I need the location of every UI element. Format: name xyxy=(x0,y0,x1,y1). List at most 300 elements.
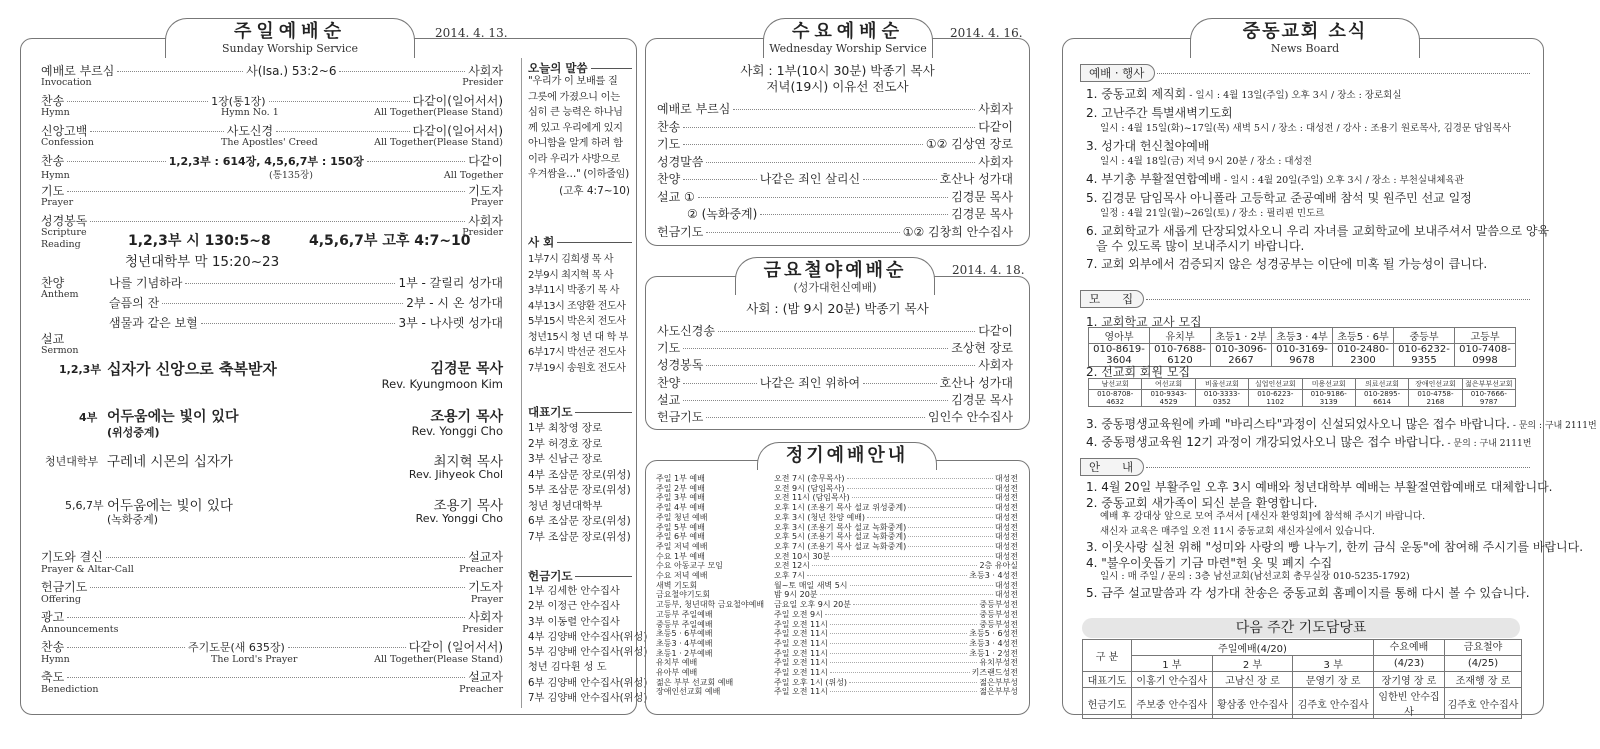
table-cell: 010-7688-6120 xyxy=(1150,344,1211,367)
notice-item xyxy=(1086,496,1536,540)
table-cell: 010-9343-4529 xyxy=(1142,390,1195,407)
duty-cell: 주보중 안수집사 xyxy=(1132,688,1213,719)
anthem-row-2: 슬픔의 잔 2부 - 시 온 성가대 xyxy=(109,296,503,310)
event-title: 2. 고난주간 특별새벽기도회 xyxy=(1086,106,1233,120)
host-item: 4부13시 조양환 전도사 xyxy=(528,300,626,312)
regular-row xyxy=(656,513,1018,523)
regular-name: 주일 4부 예배 xyxy=(656,503,705,513)
regular-time: 오전 11시 (담임목사) xyxy=(774,493,850,503)
order-row xyxy=(657,100,1013,117)
offering-prayer-item: 5부 김양배 안수집사(위성) xyxy=(528,647,648,659)
order-label: 설교 ① xyxy=(657,189,695,204)
order-row xyxy=(657,339,1013,356)
regular-place: 대성전 xyxy=(994,590,1018,600)
offering-prayer-item: 6부 김양배 안수집사(위성) xyxy=(528,677,648,689)
friday-host: 사회 : (밤 9시 20분) 박종기 목사 xyxy=(746,301,929,316)
announce-row: 광고 사회자 xyxy=(41,610,503,624)
wednesday-title: 수요예배순 xyxy=(792,21,904,42)
table-header-cell: 장애인선교회 xyxy=(1409,379,1462,390)
dot-leader xyxy=(718,331,975,332)
regular-name: 주일 5부 예배 xyxy=(656,522,705,532)
regular-row xyxy=(656,484,1018,494)
rep-prayer-item: 7부 조삼문 장로(위성) xyxy=(528,530,631,543)
event-headline xyxy=(1086,106,1536,121)
event-detail-line: 일시 : 4월 15일(화)~17일(목) 새벽 5시 / 장소 : 대성전 / 강사 : 조용기 원로목사, 김경문 담임목사 xyxy=(1100,123,1511,134)
regular-row xyxy=(656,561,1018,571)
regular-row xyxy=(656,590,1018,600)
hymn1-row: 찬송 1장(통1장) 다같이(일어서서) xyxy=(41,94,504,108)
notice-title: 5. 금주 설교말씀과 각 성가대 찬송은 중동교회 홈페이지를 통해 다시 볼 수 있습니다. xyxy=(1086,585,1530,600)
notice-title: 3. 이웃사랑 실천 위해 "성미와 사랑의 빵 나누기, 한끼 금식 운동"에 참여해 주시기를 바랍니다. xyxy=(1086,540,1584,554)
order-row xyxy=(657,374,1013,391)
regular-name: 주일 저녁 예배 xyxy=(656,541,708,551)
table-header-cell: 중등부 xyxy=(1394,328,1455,344)
order-row xyxy=(657,170,1013,187)
offering-prayer-item: 7부 김양배 안수집사(위성) xyxy=(528,693,648,705)
regular-name: 장애인선교회 예배 xyxy=(656,687,721,697)
regular-row xyxy=(656,600,1018,610)
scripture-reading-2: 4,5,6,7부 고후 4:7~10 xyxy=(309,233,471,249)
order-label: 찬양 xyxy=(657,375,681,390)
altar-en: Prayer & Altar-Call Preacher xyxy=(41,564,503,575)
regular-time: 오후 3시 (조용기 목사 설교 녹화중계) xyxy=(774,522,907,532)
offering-prayer-item: 2부 이정근 안수집사 xyxy=(528,601,620,613)
regular-place: 대성전 xyxy=(994,541,1018,551)
rep-list xyxy=(528,421,632,545)
table-cell: 010-8619-3604 xyxy=(1089,344,1150,367)
event-title: 1. 중동교회 제직회 xyxy=(1086,87,1187,101)
table-cell: 010-8708-4632 xyxy=(1089,390,1142,407)
duty-cell: 황삼종 안수집사 xyxy=(1212,688,1293,719)
duty-cell: 조재행 장 로 xyxy=(1445,672,1522,688)
word-line: "우리가 이 보배를 질 xyxy=(528,76,618,87)
event-item xyxy=(1086,106,1536,136)
regular-name: 주일 6부 예배 xyxy=(656,532,705,542)
notice-item xyxy=(1086,480,1553,495)
recruit-1-title: 1. 교회학교 교사 모집 xyxy=(1086,315,1202,329)
duty-table: 구 분 주일예배(4/20) 수요예배 금요철야 1 부 2 부 3 부 (4/23) (4/25) 대표기도 이홍기 안수집사 고남신 장 로 문영기 장 로 장기영 장 로 조재행 장 로 헌금기도 주보중 안수집사 황삼종 안수집사 김주호 안수집사 임한빈 안수집사 김주호 안수집사 xyxy=(1082,639,1522,719)
rep-prayer-item: 2부 허경호 장로 xyxy=(528,437,603,450)
table-row xyxy=(1089,390,1516,407)
regular-time: 오전 9시 (담임목사) xyxy=(774,483,845,493)
news-subtitle: News Board xyxy=(1270,42,1340,55)
table-cell: 010-7408-0998 xyxy=(1455,344,1516,367)
order-mid: 나같은 죄인 위하여 xyxy=(759,375,861,390)
dot-leader xyxy=(706,417,925,418)
wednesday-date: 2014. 4. 16. xyxy=(950,26,1023,40)
table-cell: 010-4758-2168 xyxy=(1409,390,1462,407)
rep-heading: 대표기도 xyxy=(528,404,632,420)
word-heading: 오늘의 말씀 xyxy=(528,60,632,76)
dot-leader xyxy=(683,144,923,145)
regular-place: 대성전 xyxy=(994,493,1018,503)
scripture-right-en: Presider xyxy=(462,227,503,238)
dot-leader xyxy=(683,179,757,180)
table-cell: 010-9186-3139 xyxy=(1302,390,1355,407)
dot-leader xyxy=(733,109,975,110)
event-headline xyxy=(1086,191,1536,206)
notice-heading: 안 내 xyxy=(1080,458,1530,476)
table-header-cell: 의료선교회 xyxy=(1355,379,1408,390)
regular-name: 중등부 주일예배 xyxy=(656,619,713,629)
notice-item xyxy=(1086,540,1584,555)
order-right: 김경문 목사 xyxy=(951,392,1013,407)
regular-time: 주일 오전 11시 xyxy=(774,648,828,658)
word-line: 우겨쌈을…" (이하줄임) xyxy=(528,169,629,180)
hymn1-en: Hymn Hymn No. 1 All Together(Please Stand) xyxy=(41,107,503,118)
table-header-cell: 미용선교회 xyxy=(1302,379,1355,390)
order-right: 다같이 xyxy=(978,324,1013,338)
duty-cell: 문영기 장 로 xyxy=(1293,672,1374,688)
host-item: 2부9시 최지혁 목 사 xyxy=(528,269,614,281)
dot-leader xyxy=(863,179,937,180)
regular-place: 대성전 xyxy=(994,580,1018,590)
order-right: 김경문 목사 xyxy=(951,207,1013,221)
dot-leader xyxy=(706,232,899,233)
table-header-cell: 영아부 xyxy=(1089,328,1150,344)
invocation-row: 예배로 부르심 사(Isa.) 53:2~6 사회자 xyxy=(41,64,503,78)
regular-place: 대성전 xyxy=(994,522,1018,532)
dot-leader xyxy=(908,546,993,547)
dot-leader xyxy=(820,594,993,595)
regular-time: 월~토 매일 새벽 5시 xyxy=(774,580,848,590)
event-headline xyxy=(1086,139,1536,154)
order-row xyxy=(657,322,1013,339)
table-cell: 010-2480-2300 xyxy=(1333,344,1394,367)
sunday-divider xyxy=(521,58,522,708)
dot-leader xyxy=(706,162,975,163)
offering-list xyxy=(528,584,648,706)
scripture-en: Scripture Reading xyxy=(41,227,87,250)
host-heading: 사 회 xyxy=(528,234,632,250)
anthem-en: Anthem xyxy=(41,289,79,300)
regular-time: 주일 오전 11시 xyxy=(774,629,828,639)
regular-title-tab xyxy=(757,442,937,470)
scripture-row: 성경봉독 사회자 xyxy=(41,214,503,228)
regular-place: 초등1 · 2성전 xyxy=(969,648,1018,658)
anthem-row-1: 나를 기념하라 1부 - 갈릴리 성가대 xyxy=(109,276,503,290)
wednesday-title-tab xyxy=(763,18,933,58)
event-title: 7. 교회 외부에서 검증되지 않은 성경공부는 이단에 미혹 될 가능성이 큽니다. xyxy=(1086,257,1488,271)
regular-title: 정기예배안내 xyxy=(785,445,909,466)
regular-name: 수요 1부 예배 xyxy=(656,551,705,561)
prayer-row: 기도 기도자 xyxy=(41,184,503,198)
regular-row xyxy=(656,610,1018,620)
regular-name: 유아부 예배 xyxy=(656,668,698,677)
order-right: ①② 김창희 안수집사 xyxy=(902,224,1013,239)
friday-title-tab xyxy=(735,257,935,295)
offering-en: Offering Prayer xyxy=(41,594,503,605)
regular-place: 대성전 xyxy=(994,503,1018,513)
regular-row xyxy=(656,493,1018,503)
regular-place: 유치부성전 xyxy=(979,658,1018,668)
regular-row xyxy=(656,523,1018,533)
hymn3-row: 찬송 주기도문(새 635장) 다같이 (일어서서) xyxy=(41,640,504,654)
regular-name: 수요 저녁 예배 xyxy=(656,571,708,580)
event-detail-line: 을 수 있도록 많이 보내주시기 바랍니다. xyxy=(1096,239,1305,253)
dot-leader xyxy=(706,365,975,366)
dot-leader xyxy=(807,575,967,576)
sermon-label: 설교 xyxy=(41,332,65,346)
order-row xyxy=(657,135,1013,152)
order-row xyxy=(657,356,1013,373)
order-label: 헌금기도 xyxy=(657,224,704,239)
notice-list xyxy=(1086,480,1584,601)
regular-row xyxy=(656,678,1018,688)
duty-cell: 대표기도 xyxy=(1083,672,1132,688)
dot-leader xyxy=(683,383,757,384)
offering-prayer-item: 4부 김양배 안수집사(위성) xyxy=(528,631,648,643)
anthem-label: 찬양 xyxy=(41,276,65,290)
regular-name: 수요 아동교구 모임 xyxy=(656,561,723,571)
regular-time: 주일 오전 11시 xyxy=(774,668,828,677)
regular-name: 금요철야기도회 xyxy=(656,590,711,600)
dot-leader xyxy=(908,527,993,528)
dot-leader xyxy=(863,383,937,384)
regular-row xyxy=(656,571,1018,581)
sunday-title: 주일예배순 xyxy=(234,21,346,42)
table-header-cell: 유치부 xyxy=(1150,328,1211,344)
regular-place: 중등부성전 xyxy=(979,600,1018,610)
notice-title: 2. 중동교회 새가족이 되신 분을 환영합니다. xyxy=(1086,495,1318,510)
regular-name: 초등5 · 6부예배 xyxy=(656,629,713,639)
duty-cell: 헌금기도 xyxy=(1083,688,1132,719)
dot-leader xyxy=(852,497,993,498)
rep-prayer-item: 5부 조삼문 장로(위성) xyxy=(528,484,631,496)
notice-item xyxy=(1086,586,1536,601)
benediction-row: 축도 설교자 xyxy=(41,670,503,684)
event-title: 3. 성가대 헌신철야예배 xyxy=(1086,139,1210,153)
order-right: 다같이 xyxy=(978,119,1013,134)
regular-name: 고등부, 청년대학 금요철야예배 xyxy=(656,600,765,610)
order-row xyxy=(657,223,1013,240)
table-cell: 010-6232-9355 xyxy=(1394,344,1455,367)
dot-leader xyxy=(812,565,978,566)
regular-name: 유치부 예배 xyxy=(656,658,698,668)
dot-leader xyxy=(849,682,977,683)
event-headline xyxy=(1086,172,1536,188)
dot-leader xyxy=(908,507,993,508)
notice-detail: 일시 : 매 주일 / 문의 : 3층 남선교회(남선교회 총무실장 010-5235-1792) xyxy=(1100,571,1410,582)
dot-leader xyxy=(830,672,970,673)
offering-heading: 헌금기도 xyxy=(528,568,632,584)
regular-name: 고등부 주일예배 xyxy=(656,609,713,619)
dot-leader xyxy=(683,348,948,349)
notice-detail: 새신자 교육은 매주일 오전 11시 중동교회 새신자실에서 있습니다. xyxy=(1100,525,1375,537)
benediction-en: Benediction Preacher xyxy=(41,684,503,695)
regular-row xyxy=(656,687,1018,697)
hymn3-en: Hymn The Lord's Prayer All Together(Please Stand) xyxy=(41,654,503,665)
word-ref: (고후 4:7~10) xyxy=(559,185,630,197)
dot-leader xyxy=(867,517,993,518)
sunday-title-tab xyxy=(165,18,415,58)
table-cell: 010-2895-6614 xyxy=(1355,390,1408,407)
regular-place: 2층 유아실 xyxy=(979,561,1018,571)
dot-leader xyxy=(830,691,977,692)
regular-name: 초등1 · 2부예배 xyxy=(656,648,713,658)
order-label: 사도신경송 xyxy=(657,324,715,338)
event-headline xyxy=(1086,257,1536,272)
news-title: 중동교회 소식 xyxy=(1242,21,1368,42)
word-line: 이라 우리가 사방으로 xyxy=(528,153,620,165)
event-item xyxy=(1086,224,1550,254)
notice-title: 1. 4월 20일 부활주일 오후 3시 예배와 청년대학부 예배는 부활절연합예배로 대체합니다. xyxy=(1086,480,1553,494)
table-header-cell: 남선교회 xyxy=(1089,379,1142,390)
dot-leader xyxy=(830,643,967,644)
order-label: 성경봉독 xyxy=(657,358,704,373)
events-heading: 예배 · 행사 xyxy=(1080,64,1530,82)
dot-leader xyxy=(847,478,993,479)
regular-row xyxy=(656,658,1018,668)
order-row xyxy=(657,118,1013,135)
host-item: 5부15시 박은치 전도사 xyxy=(528,316,626,327)
regular-place: 젊은부부성 xyxy=(979,687,1018,697)
regular-row xyxy=(656,649,1018,659)
event-title: 5. 김경문 담임목사 아니폴라 고등학교 준공예배 참석 및 원주민 선교 일정 xyxy=(1086,191,1472,205)
order-right: ①② 김상연 장로 xyxy=(925,137,1013,151)
notice-title: 4. "불우이웃돕기 기금 마련"헌 옷 및 폐지 수집 xyxy=(1086,555,1333,570)
dot-leader xyxy=(850,585,993,586)
altar-row: 기도와 결신 설교자 xyxy=(41,550,503,564)
regular-name: 주일 2부 예배 xyxy=(656,483,705,493)
hymn2-row: 찬송 1,2,3부 : 614장, 4,5,6,7부 : 150장 다같이 xyxy=(41,154,503,168)
word-body xyxy=(528,74,632,183)
host-item: 청년15시 청 년 대 학 부 xyxy=(528,331,628,343)
dot-leader xyxy=(760,214,948,215)
event-item xyxy=(1086,139,1536,169)
regular-time: 밤 9시 20분 xyxy=(774,590,818,600)
recruit-3: 3. 중동평생교육원에 카페 "바리스타"과정이 신설되었사오니 많은 접수 바랍니다. - 문의 : 구내 2111번 xyxy=(1086,417,1597,431)
table-header-row xyxy=(1089,328,1516,344)
friday-date: 2014. 4. 18. xyxy=(952,263,1025,277)
regular-place: 대성전 xyxy=(994,483,1018,493)
event-item xyxy=(1086,172,1536,188)
friday-subtitle: (성가대헌신예배) xyxy=(793,281,877,294)
event-item xyxy=(1086,87,1536,103)
friday-title: 금요철야예배순 xyxy=(763,260,907,281)
regular-row xyxy=(656,474,1018,484)
dot-leader xyxy=(825,614,978,615)
host-list xyxy=(528,252,632,376)
order-label: 예배로 부르심 xyxy=(657,102,731,116)
event-detail: - 일시 : 4월 20일(주일) 오후 3시 / 장소 : 부천실내체육관 xyxy=(1221,175,1464,186)
announce-en: Announcements Presider xyxy=(41,624,503,635)
offering-row: 헌금기도 기도자 xyxy=(41,580,503,594)
event-title: 6. 교회학교가 새롭게 단장되었사오니 우리 자녀를 교회학교에 보내주셔서 말씀으로 양육 xyxy=(1086,224,1550,238)
regular-row xyxy=(656,620,1018,630)
regular-time: 오전 7시 (총무목사) xyxy=(774,474,845,483)
duty-cell: 장기영 장 로 xyxy=(1374,672,1445,688)
regular-row xyxy=(656,552,1018,562)
order-label: 성경말씀 xyxy=(657,154,704,169)
regular-time: 금요일 오후 9시 20분 xyxy=(774,600,851,610)
regular-name: 초등3 · 4부예배 xyxy=(656,638,713,648)
recruit-heading: 모 집 xyxy=(1080,290,1530,308)
order-label: 찬송 xyxy=(657,119,681,134)
scripture-reading-1: 1,2,3부 시 130:5~8 xyxy=(128,233,271,249)
hymn2-en: Hymn (통135장) All Together xyxy=(41,170,503,181)
event-title: 4. 부기총 부활절연합예배 xyxy=(1086,172,1221,186)
regular-name: 새벽 기도회 xyxy=(656,580,698,590)
regular-time: 주일 오전 9시 xyxy=(774,609,823,619)
recruit-4: 4. 중동평생교육원 12기 과정이 개강되었사오니 많은 접수 바랍니다. - 문의 : 구내 2111번 xyxy=(1086,435,1532,449)
dot-leader xyxy=(830,662,977,663)
regular-row xyxy=(656,639,1018,649)
news-title-tab xyxy=(1190,18,1420,58)
dot-leader xyxy=(832,556,992,557)
rep-prayer-item: 청년 청년대학부 xyxy=(528,499,603,512)
order-label: 기도 xyxy=(657,341,681,356)
dot-leader xyxy=(683,127,975,128)
order-row xyxy=(657,153,1013,170)
duty-cell: 임한빈 안수집사 xyxy=(1374,688,1445,719)
wednesday-subtitle: Wednesday Worship Service xyxy=(769,42,927,55)
order-right: 호산나 성가대 xyxy=(939,172,1013,186)
order-mid: 나같은 죄인 살리신 xyxy=(759,172,861,186)
table-header-cell: 비울선교회 xyxy=(1195,379,1248,390)
duty-title: 다음 주간 기도담당표 xyxy=(1082,618,1520,638)
dot-leader xyxy=(830,624,977,625)
teacher-recruit-table xyxy=(1088,327,1516,367)
duty-cell: 김주호 안수집사 xyxy=(1293,688,1374,719)
word-line: 심히 큰 능력은 하나님 xyxy=(528,107,623,118)
event-detail: - 일시 : 4월 13일(주일) 오후 3시 / 장소 : 장로회실 xyxy=(1186,90,1402,101)
table-cell: 010-3333-0352 xyxy=(1195,390,1248,407)
duty-row xyxy=(1083,688,1522,719)
word-line: 아니함을 알게 하려 함 xyxy=(528,138,623,149)
duty-row xyxy=(1083,672,1522,688)
table-header-row xyxy=(1089,379,1516,390)
order-right: 조상현 장로 xyxy=(951,341,1013,356)
regular-time: 오후 3시 (청년 찬양 예배) xyxy=(774,512,866,522)
confession-en: Confession The Apostles' Creed All Together(Please Stand) xyxy=(41,137,503,148)
event-item xyxy=(1086,257,1536,272)
regular-name: 젊은 부부 선교회 예배 xyxy=(656,677,734,687)
regular-time: 주일 오전 11시 xyxy=(774,638,828,648)
regular-row xyxy=(656,503,1018,513)
table-header-cell: 젊은부부선교회 xyxy=(1462,379,1515,390)
regular-time: 오후 7시 xyxy=(774,571,805,580)
regular-place: 대성전 xyxy=(994,474,1018,483)
wednesday-host: 사회 : 1부(10시 30분) 박종기 목사 저녁(19시) 이유선 전도사 xyxy=(740,63,935,94)
order-label: 기도 xyxy=(657,137,681,151)
regular-time: 오전 10시 30분 xyxy=(774,551,831,561)
mission-recruit-table xyxy=(1088,378,1516,407)
regular-row xyxy=(656,532,1018,542)
regular-place: 초등3 · 4성전 xyxy=(969,571,1018,580)
regular-time: 오후 5시 (조용기 목사 설교 녹화중계) xyxy=(774,532,907,542)
invocation-en: Invocation Presider xyxy=(41,77,503,88)
notice-item xyxy=(1086,556,1536,585)
rep-prayer-item: 4부 조삼문 장로(위성) xyxy=(528,468,631,481)
recruit-2-title: 2. 선교회 회원 모집 xyxy=(1086,365,1191,379)
regular-time: 주일 오전 11시 xyxy=(774,658,828,668)
regular-place: 중등부성전 xyxy=(979,609,1018,619)
events-list xyxy=(1086,87,1550,275)
dot-leader xyxy=(908,536,993,537)
duty-cell: 고남신 장 로 xyxy=(1212,672,1293,688)
table-header-cell: 고등부 xyxy=(1455,328,1516,344)
order-label: ② (녹화중계) xyxy=(687,207,758,221)
duty-cell: 김주호 안수집사 xyxy=(1445,688,1522,719)
regular-place: 초등3 · 4성전 xyxy=(969,638,1018,648)
event-headline xyxy=(1086,224,1550,239)
regular-place: 초등5 · 6성전 xyxy=(969,629,1018,639)
regular-place: 대성전 xyxy=(994,551,1018,561)
regular-row xyxy=(656,668,1018,678)
offering-prayer-item: 청년 김다휜 성 도 xyxy=(528,662,607,674)
regular-time: 주일 오전 11시 xyxy=(774,687,828,697)
